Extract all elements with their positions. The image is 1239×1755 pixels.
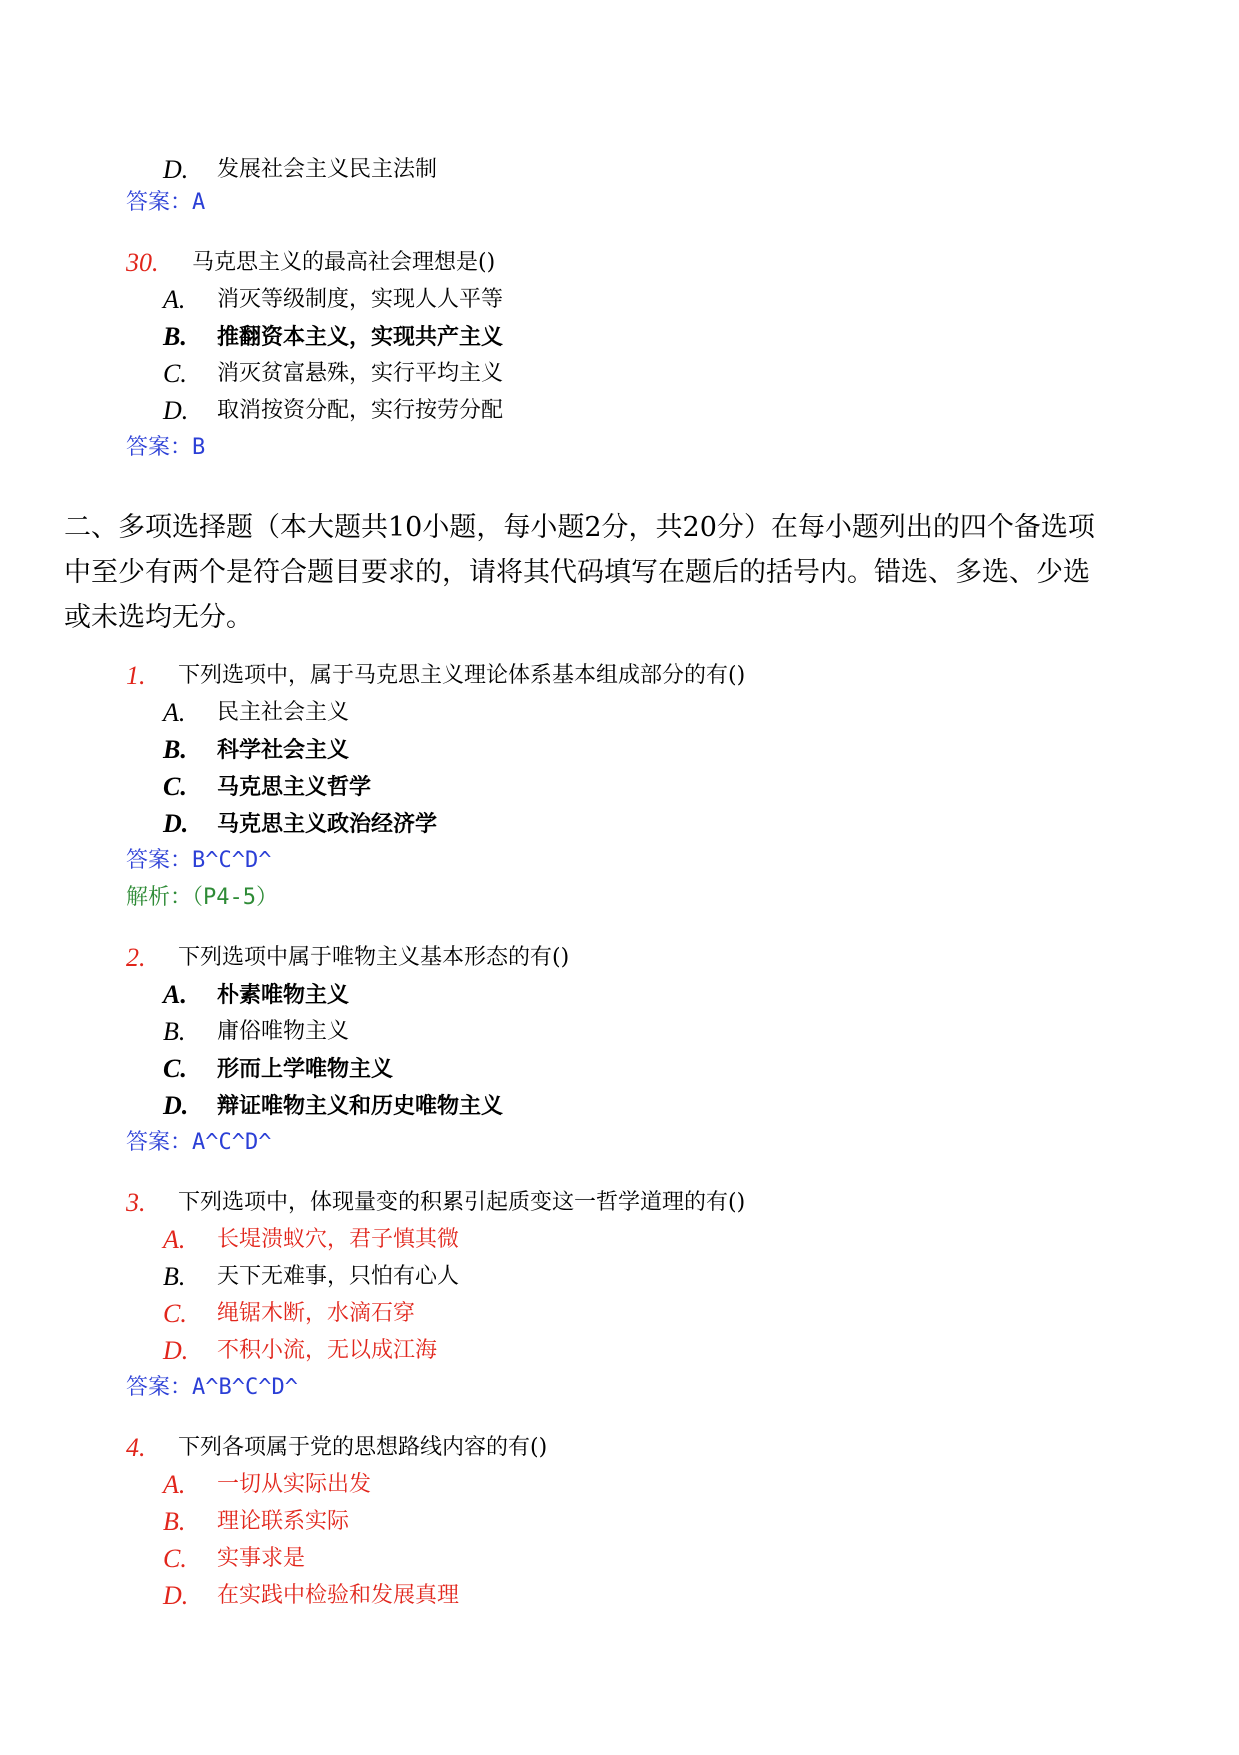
- option-text: 消灭等级制度，实现人人平等: [217, 287, 504, 312]
- q29-answer: 答案：A: [126, 190, 206, 215]
- question-stem: 下列选项中，体现量变的积累引起质变这一哲学道理的有(): [178, 1190, 746, 1215]
- option-letter: A.: [163, 1225, 186, 1254]
- option-text: 辩证唯物主义和历史唯物主义: [217, 1093, 504, 1119]
- option-text: 取消按资分配，实行按劳分配: [217, 398, 504, 423]
- option-text: 发展社会主义民主法制: [217, 157, 438, 182]
- option-text: 理论联系实际: [217, 1509, 350, 1534]
- option-text: 推翻资本主义，实现共产主义: [217, 324, 504, 350]
- option-text: 实事求是: [217, 1546, 306, 1571]
- mq1-answer: 答案：B^C^D^: [126, 848, 272, 873]
- question-number: 4.: [126, 1433, 146, 1462]
- option-letter: D.: [163, 155, 189, 184]
- mq1-analysis: 解析：（P4-5）: [126, 885, 278, 910]
- option-text: 马克思主义政治经济学: [217, 811, 438, 837]
- section2-line3: 或未选均无分。: [64, 602, 253, 633]
- mq3-answer: 答案：A^B^C^D^: [126, 1375, 298, 1400]
- option-letter: B.: [163, 1262, 186, 1291]
- question-number: 2.: [126, 943, 146, 972]
- option-text: 科学社会主义: [217, 737, 350, 763]
- option-text: 在实践中检验和发展真理: [217, 1583, 460, 1608]
- option-letter: C.: [163, 1544, 187, 1573]
- option-letter: B.: [163, 1017, 186, 1046]
- option-letter: D.: [163, 1581, 189, 1610]
- question-number: 30.: [126, 248, 159, 277]
- question-stem: 下列选项中属于唯物主义基本形态的有(): [178, 945, 570, 970]
- option-text: 马克思主义哲学: [217, 774, 372, 800]
- option-text: 消灭贫富悬殊，实行平均主义: [217, 361, 504, 386]
- option-letter: B.: [163, 1507, 186, 1536]
- question-stem: 下列选项中，属于马克思主义理论体系基本组成部分的有(): [178, 663, 746, 688]
- option-text: 一切从实际出发: [217, 1472, 372, 1497]
- option-letter: D.: [163, 1091, 189, 1120]
- option-text: 庸俗唯物主义: [217, 1019, 350, 1044]
- option-letter: C.: [163, 772, 187, 801]
- option-letter: C.: [163, 1299, 187, 1328]
- option-letter: C.: [163, 359, 187, 388]
- mq2-answer: 答案：A^C^D^: [126, 1130, 272, 1155]
- option-letter: B.: [163, 735, 187, 764]
- option-text: 民主社会主义: [217, 700, 350, 725]
- option-letter: A.: [163, 1470, 186, 1499]
- question-stem: 下列各项属于党的思想路线内容的有(): [178, 1435, 548, 1460]
- option-text: 不积小流，无以成江海: [217, 1338, 438, 1363]
- option-letter: B.: [163, 322, 187, 351]
- option-letter: D.: [163, 396, 189, 425]
- question-stem: 马克思主义的最高社会理想是(): [192, 250, 496, 275]
- section2-line1: 二、多项选择题（本大题共10小题，每小题2分，共20分）在每小题列出的四个备选项: [64, 512, 1095, 543]
- option-text: 朴素唯物主义: [217, 982, 350, 1008]
- option-letter: C.: [163, 1054, 187, 1083]
- question-number: 3.: [126, 1188, 146, 1217]
- option-text: 长堤溃蚁穴，君子慎其微: [217, 1227, 460, 1252]
- option-text: 形而上学唯物主义: [217, 1056, 394, 1082]
- section2-line2: 中至少有两个是符合题目要求的，请将其代码填写在题后的括号内。错选、多选、少选: [64, 557, 1090, 588]
- option-letter: A.: [163, 285, 186, 314]
- option-letter: D.: [163, 1336, 189, 1365]
- option-letter: A.: [163, 980, 187, 1009]
- question-number: 1.: [126, 661, 146, 690]
- option-letter: A.: [163, 698, 186, 727]
- option-text: 天下无难事，只怕有心人: [217, 1264, 460, 1289]
- option-text: 绳锯木断，水滴石穿: [217, 1301, 416, 1326]
- section2-instructions: [64, 505, 1184, 640]
- q30-answer: 答案：B: [126, 435, 206, 460]
- option-letter: D.: [163, 809, 189, 838]
